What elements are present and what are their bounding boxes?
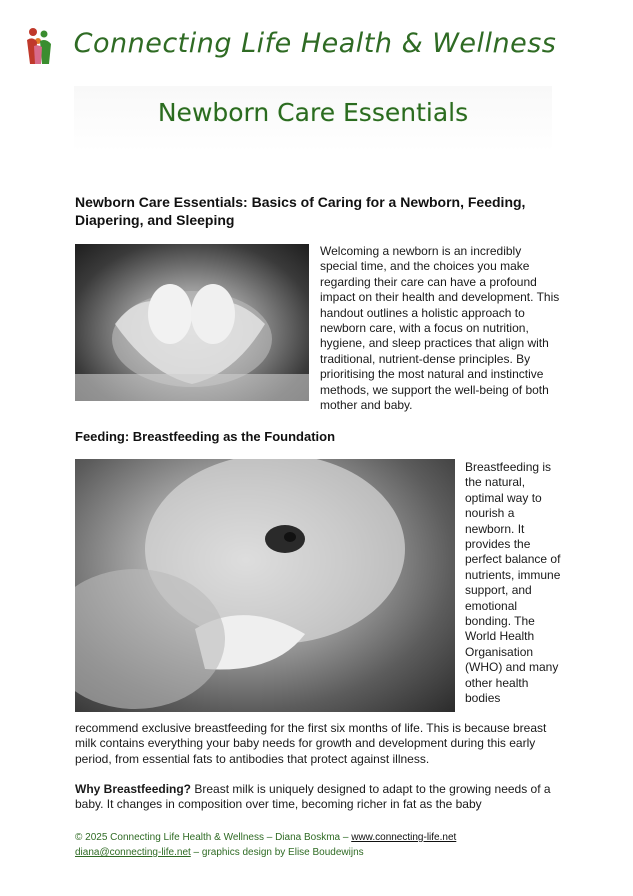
email-link[interactable]: diana@connecting-life.net [75, 847, 191, 858]
title-banner [74, 86, 552, 152]
newborn-feet-illustration [75, 244, 309, 401]
brand-name: Connecting Life Health & Wellness [73, 28, 557, 59]
why-breastfeeding-label: Why Breastfeeding? [75, 782, 192, 796]
newborn-feet-photo [75, 244, 309, 401]
breastfeeding-photo [75, 459, 455, 712]
page-header [0, 0, 633, 150]
banner-title: Newborn Care Essentials [157, 98, 469, 127]
breastfeeding-illustration [75, 459, 455, 712]
website-link[interactable]: www.connecting-life.net [351, 832, 457, 843]
copyright-text: © 2025 Connecting Life Health & Wellness – Diana Boskma – [75, 832, 352, 843]
family-logo-icon [22, 26, 56, 68]
credit-text: – graphics design by Elise Boudewijns [190, 847, 364, 858]
why-breastfeeding-paragraph [75, 782, 559, 813]
feeding-paragraph-continued: recommend exclusive breastfeeding for the first six months of life. This is because breast milk contains everything your baby needs for growth and development during this early period, from essential fats to antibodies that protect against illness. [75, 721, 547, 766]
intro-paragraph: Welcoming a newborn is an incredibly special time, and the choices you make regarding their care can have a profound impact on their health and development. This handout outlines a holistic approach to newborn care, with a focus on nutrition, hygiene, and sleep practices that align with traditional, nutrient-dense principles. By prioritising the most natural and instinctive methods, we support the well-being of both mother and baby. [320, 244, 560, 413]
feeding-heading: Feeding: Breastfeeding as the Foundation [75, 429, 336, 444]
article-body [75, 193, 561, 812]
feeding-paragraph-side: Breastfeeding is the natural, optimal way to nourish a newborn. It provides the perfect balance of nutrients, immune support, and emotional bonding. The World Health Organisation (WHO) and many other health bodies [465, 460, 561, 706]
article-title: Newborn Care Essentials: Basics of Caring for a Newborn, Feeding, Diapering, and Sleeping [75, 194, 526, 228]
why-breastfeeding-text: Breast milk is uniquely designed to adapt to the growing needs of a baby. It changes in composition over time, becoming richer in fat as the baby [75, 782, 551, 812]
page-footer [75, 830, 555, 860]
